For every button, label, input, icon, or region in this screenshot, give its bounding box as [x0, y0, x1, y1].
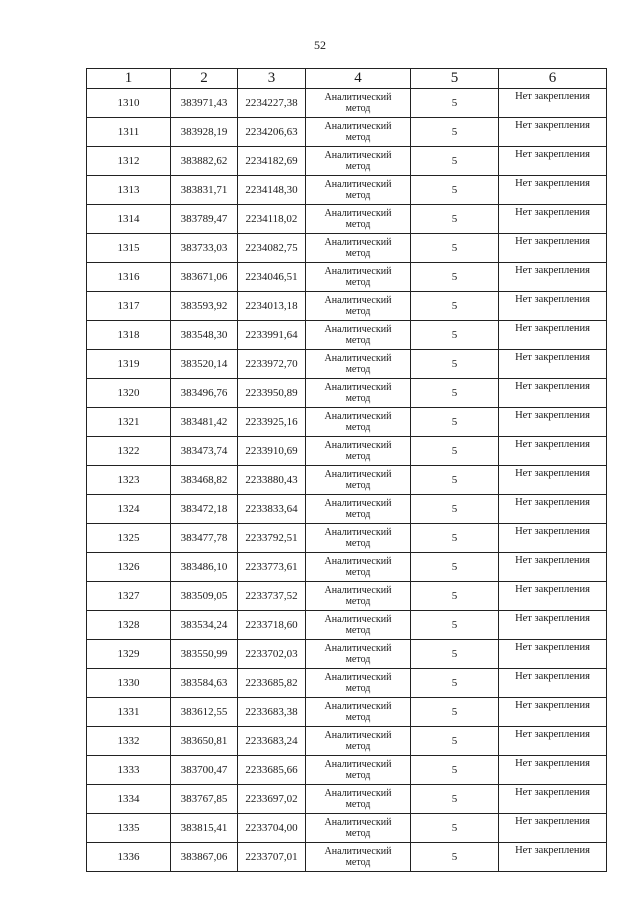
point-number-cell: 1315	[87, 234, 171, 263]
point-number-cell: 1325	[87, 524, 171, 553]
table-row	[87, 640, 607, 669]
method-line-2: метод	[345, 219, 371, 230]
y-coordinate-cell: 2233718,60	[238, 611, 306, 640]
method-line-2: метод	[345, 741, 371, 752]
method-line-1: Аналитический	[324, 324, 392, 335]
method-line-2: метод	[345, 422, 371, 433]
x-coordinate-cell: 383612,55	[171, 698, 238, 727]
method-cell	[306, 553, 411, 582]
method-line-2: метод	[345, 190, 371, 201]
accuracy-cell: 5	[411, 176, 499, 205]
point-number-cell: 1329	[87, 640, 171, 669]
method-cell	[306, 176, 411, 205]
point-number-cell: 1314	[87, 205, 171, 234]
column-header-3: 3	[238, 69, 306, 89]
method-cell	[306, 147, 411, 176]
method-line-1: Аналитический	[324, 382, 392, 393]
method-line-1: Аналитический	[324, 701, 392, 712]
y-coordinate-cell: 2233773,61	[238, 553, 306, 582]
method-line-1: Аналитический	[324, 614, 392, 625]
accuracy-cell: 5	[411, 466, 499, 495]
fixation-cell: Нет закрепления	[499, 727, 607, 756]
y-coordinate-cell: 2233697,02	[238, 785, 306, 814]
y-coordinate-cell: 2234182,69	[238, 147, 306, 176]
x-coordinate-cell: 383473,74	[171, 437, 238, 466]
method-line-1: Аналитический	[324, 208, 392, 219]
y-coordinate-cell: 2233833,64	[238, 495, 306, 524]
accuracy-cell: 5	[411, 437, 499, 466]
fixation-cell: Нет закрепления	[499, 669, 607, 698]
x-coordinate-cell: 383767,85	[171, 785, 238, 814]
y-coordinate-cell: 2233683,38	[238, 698, 306, 727]
method-line-1: Аналитический	[324, 179, 392, 190]
point-number-cell: 1313	[87, 176, 171, 205]
point-number-cell: 1326	[87, 553, 171, 582]
x-coordinate-cell: 383520,14	[171, 350, 238, 379]
y-coordinate-cell: 2233737,52	[238, 582, 306, 611]
method-cell	[306, 437, 411, 466]
point-number-cell: 1320	[87, 379, 171, 408]
table-row	[87, 292, 607, 321]
accuracy-cell: 5	[411, 698, 499, 727]
method-line-2: метод	[345, 451, 371, 462]
method-line-2: метод	[345, 567, 371, 578]
accuracy-cell: 5	[411, 379, 499, 408]
fixation-cell: Нет закрепления	[499, 205, 607, 234]
point-number-cell: 1332	[87, 727, 171, 756]
y-coordinate-cell: 2233925,16	[238, 408, 306, 437]
header-row	[87, 69, 607, 89]
fixation-cell: Нет закрепления	[499, 756, 607, 785]
table-row	[87, 524, 607, 553]
accuracy-cell: 5	[411, 292, 499, 321]
point-number-cell: 1335	[87, 814, 171, 843]
page-number: 52	[314, 38, 326, 52]
accuracy-cell: 5	[411, 814, 499, 843]
method-cell	[306, 669, 411, 698]
method-cell	[306, 350, 411, 379]
table-row	[87, 176, 607, 205]
x-coordinate-cell: 383486,10	[171, 553, 238, 582]
table-row	[87, 408, 607, 437]
point-number-cell: 1334	[87, 785, 171, 814]
method-line-2: метод	[345, 828, 371, 839]
x-coordinate-cell: 383472,18	[171, 495, 238, 524]
table-row	[87, 350, 607, 379]
x-coordinate-cell: 383593,92	[171, 292, 238, 321]
table-row	[87, 205, 607, 234]
fixation-cell: Нет закрепления	[499, 118, 607, 147]
table-body	[87, 89, 607, 872]
method-line-2: метод	[345, 770, 371, 781]
y-coordinate-cell: 2233704,00	[238, 814, 306, 843]
fixation-cell: Нет закрепления	[499, 437, 607, 466]
point-number-cell: 1321	[87, 408, 171, 437]
table-row	[87, 263, 607, 292]
method-cell	[306, 727, 411, 756]
method-cell	[306, 234, 411, 263]
method-cell	[306, 292, 411, 321]
point-number-cell: 1328	[87, 611, 171, 640]
method-line-1: Аналитический	[324, 672, 392, 683]
table-row	[87, 843, 607, 872]
table-row	[87, 611, 607, 640]
method-cell	[306, 524, 411, 553]
accuracy-cell: 5	[411, 118, 499, 147]
fixation-cell: Нет закрепления	[499, 176, 607, 205]
x-coordinate-cell: 383468,82	[171, 466, 238, 495]
fixation-cell: Нет закрепления	[499, 640, 607, 669]
table-row	[87, 147, 607, 176]
y-coordinate-cell: 2233685,82	[238, 669, 306, 698]
y-coordinate-cell: 2234206,63	[238, 118, 306, 147]
y-coordinate-cell: 2233792,51	[238, 524, 306, 553]
accuracy-cell: 5	[411, 495, 499, 524]
column-header-5: 5	[411, 69, 499, 89]
point-number-cell: 1330	[87, 669, 171, 698]
method-line-2: метод	[345, 857, 371, 868]
y-coordinate-cell: 2233950,89	[238, 379, 306, 408]
fixation-cell: Нет закрепления	[499, 466, 607, 495]
x-coordinate-cell: 383928,19	[171, 118, 238, 147]
method-cell	[306, 466, 411, 495]
accuracy-cell: 5	[411, 524, 499, 553]
x-coordinate-cell: 383496,76	[171, 379, 238, 408]
table-row	[87, 727, 607, 756]
fixation-cell: Нет закрепления	[499, 147, 607, 176]
x-coordinate-cell: 383733,03	[171, 234, 238, 263]
y-coordinate-cell: 2233972,70	[238, 350, 306, 379]
column-header-1: 1	[87, 69, 171, 89]
method-line-2: метод	[345, 712, 371, 723]
method-line-1: Аналитический	[324, 817, 392, 828]
table-row	[87, 234, 607, 263]
method-line-2: метод	[345, 248, 371, 259]
y-coordinate-cell: 2233880,43	[238, 466, 306, 495]
method-line-2: метод	[345, 480, 371, 491]
method-line-2: метод	[345, 596, 371, 607]
y-coordinate-cell: 2234227,38	[238, 89, 306, 118]
method-line-1: Аналитический	[324, 788, 392, 799]
x-coordinate-cell: 383789,47	[171, 205, 238, 234]
column-header-4: 4	[306, 69, 411, 89]
x-coordinate-cell: 383867,06	[171, 843, 238, 872]
x-coordinate-cell: 383815,41	[171, 814, 238, 843]
method-line-2: метод	[345, 509, 371, 520]
method-line-2: метод	[345, 277, 371, 288]
x-coordinate-cell: 383671,06	[171, 263, 238, 292]
x-coordinate-cell: 383971,43	[171, 89, 238, 118]
x-coordinate-cell: 383548,30	[171, 321, 238, 350]
accuracy-cell: 5	[411, 321, 499, 350]
fixation-cell: Нет закрепления	[499, 408, 607, 437]
method-line-2: метод	[345, 132, 371, 143]
fixation-cell: Нет закрепления	[499, 524, 607, 553]
point-number-cell: 1311	[87, 118, 171, 147]
method-line-1: Аналитический	[324, 440, 392, 451]
fixation-cell: Нет закрепления	[499, 495, 607, 524]
fixation-cell: Нет закрепления	[499, 814, 607, 843]
column-header-2: 2	[171, 69, 238, 89]
x-coordinate-cell: 383882,62	[171, 147, 238, 176]
table-row	[87, 466, 607, 495]
method-line-1: Аналитический	[324, 121, 392, 132]
accuracy-cell: 5	[411, 263, 499, 292]
table-row	[87, 582, 607, 611]
method-line-2: метод	[345, 799, 371, 810]
x-coordinate-cell: 383550,99	[171, 640, 238, 669]
method-cell	[306, 756, 411, 785]
method-cell	[306, 205, 411, 234]
table-row	[87, 756, 607, 785]
method-line-1: Аналитический	[324, 730, 392, 741]
accuracy-cell: 5	[411, 234, 499, 263]
table-row	[87, 553, 607, 582]
accuracy-cell: 5	[411, 611, 499, 640]
point-number-cell: 1310	[87, 89, 171, 118]
method-line-1: Аналитический	[324, 237, 392, 248]
point-number-cell: 1317	[87, 292, 171, 321]
fixation-cell: Нет закрепления	[499, 234, 607, 263]
y-coordinate-cell: 2234082,75	[238, 234, 306, 263]
accuracy-cell: 5	[411, 785, 499, 814]
method-cell	[306, 118, 411, 147]
method-line-2: метод	[345, 393, 371, 404]
method-cell	[306, 582, 411, 611]
fixation-cell: Нет закрепления	[499, 553, 607, 582]
table-row	[87, 698, 607, 727]
point-number-cell: 1336	[87, 843, 171, 872]
y-coordinate-cell: 2234013,18	[238, 292, 306, 321]
fixation-cell: Нет закрепления	[499, 263, 607, 292]
accuracy-cell: 5	[411, 727, 499, 756]
method-line-2: метод	[345, 306, 371, 317]
x-coordinate-cell: 383509,05	[171, 582, 238, 611]
accuracy-cell: 5	[411, 147, 499, 176]
method-line-1: Аналитический	[324, 585, 392, 596]
method-line-1: Аналитический	[324, 92, 392, 103]
point-number-cell: 1327	[87, 582, 171, 611]
method-cell	[306, 321, 411, 350]
table-row	[87, 89, 607, 118]
point-number-cell: 1322	[87, 437, 171, 466]
x-coordinate-cell: 383477,78	[171, 524, 238, 553]
method-line-2: метод	[345, 683, 371, 694]
method-line-2: метод	[345, 538, 371, 549]
method-line-1: Аналитический	[324, 353, 392, 364]
fixation-cell: Нет закрепления	[499, 698, 607, 727]
method-cell	[306, 379, 411, 408]
accuracy-cell: 5	[411, 350, 499, 379]
method-line-1: Аналитический	[324, 556, 392, 567]
method-line-1: Аналитический	[324, 759, 392, 770]
y-coordinate-cell: 2234148,30	[238, 176, 306, 205]
column-header-6: 6	[499, 69, 607, 89]
method-line-2: метод	[345, 364, 371, 375]
y-coordinate-cell: 2233707,01	[238, 843, 306, 872]
fixation-cell: Нет закрепления	[499, 843, 607, 872]
fixation-cell: Нет закрепления	[499, 582, 607, 611]
method-cell	[306, 263, 411, 292]
table-row	[87, 785, 607, 814]
table-row	[87, 437, 607, 466]
x-coordinate-cell: 383534,24	[171, 611, 238, 640]
method-line-2: метод	[345, 335, 371, 346]
method-line-1: Аналитический	[324, 411, 392, 422]
method-line-2: метод	[345, 103, 371, 114]
x-coordinate-cell: 383584,63	[171, 669, 238, 698]
method-line-1: Аналитический	[324, 150, 392, 161]
method-line-2: метод	[345, 161, 371, 172]
method-line-1: Аналитический	[324, 469, 392, 480]
accuracy-cell: 5	[411, 89, 499, 118]
y-coordinate-cell: 2234046,51	[238, 263, 306, 292]
y-coordinate-cell: 2233702,03	[238, 640, 306, 669]
y-coordinate-cell: 2233910,69	[238, 437, 306, 466]
fixation-cell: Нет закрепления	[499, 785, 607, 814]
accuracy-cell: 5	[411, 640, 499, 669]
method-cell	[306, 640, 411, 669]
method-cell	[306, 814, 411, 843]
method-line-1: Аналитический	[324, 295, 392, 306]
x-coordinate-cell: 383650,81	[171, 727, 238, 756]
table-row	[87, 379, 607, 408]
point-number-cell: 1312	[87, 147, 171, 176]
fixation-cell: Нет закрепления	[499, 89, 607, 118]
fixation-cell: Нет закрепления	[499, 321, 607, 350]
accuracy-cell: 5	[411, 582, 499, 611]
y-coordinate-cell: 2234118,02	[238, 205, 306, 234]
x-coordinate-cell: 383481,42	[171, 408, 238, 437]
accuracy-cell: 5	[411, 205, 499, 234]
method-line-2: метод	[345, 654, 371, 665]
method-cell	[306, 843, 411, 872]
table-row	[87, 118, 607, 147]
y-coordinate-cell: 2233991,64	[238, 321, 306, 350]
table-row	[87, 814, 607, 843]
accuracy-cell: 5	[411, 408, 499, 437]
x-coordinate-cell: 383700,47	[171, 756, 238, 785]
coordinates-table	[86, 68, 607, 872]
method-line-1: Аналитический	[324, 527, 392, 538]
method-line-1: Аналитический	[324, 266, 392, 277]
method-line-1: Аналитический	[324, 498, 392, 509]
fixation-cell: Нет закрепления	[499, 611, 607, 640]
point-number-cell: 1318	[87, 321, 171, 350]
point-number-cell: 1316	[87, 263, 171, 292]
method-line-2: метод	[345, 625, 371, 636]
method-cell	[306, 698, 411, 727]
table-row	[87, 495, 607, 524]
point-number-cell: 1324	[87, 495, 171, 524]
method-cell	[306, 785, 411, 814]
accuracy-cell: 5	[411, 756, 499, 785]
fixation-cell: Нет закрепления	[499, 350, 607, 379]
point-number-cell: 1331	[87, 698, 171, 727]
table-row	[87, 669, 607, 698]
y-coordinate-cell: 2233683,24	[238, 727, 306, 756]
accuracy-cell: 5	[411, 669, 499, 698]
method-cell	[306, 611, 411, 640]
method-line-1: Аналитический	[324, 643, 392, 654]
method-line-1: Аналитический	[324, 846, 392, 857]
x-coordinate-cell: 383831,71	[171, 176, 238, 205]
table-row	[87, 321, 607, 350]
point-number-cell: 1333	[87, 756, 171, 785]
fixation-cell: Нет закрепления	[499, 379, 607, 408]
method-cell	[306, 89, 411, 118]
accuracy-cell: 5	[411, 843, 499, 872]
method-cell	[306, 495, 411, 524]
point-number-cell: 1323	[87, 466, 171, 495]
fixation-cell: Нет закрепления	[499, 292, 607, 321]
point-number-cell: 1319	[87, 350, 171, 379]
method-cell	[306, 408, 411, 437]
accuracy-cell: 5	[411, 553, 499, 582]
y-coordinate-cell: 2233685,66	[238, 756, 306, 785]
